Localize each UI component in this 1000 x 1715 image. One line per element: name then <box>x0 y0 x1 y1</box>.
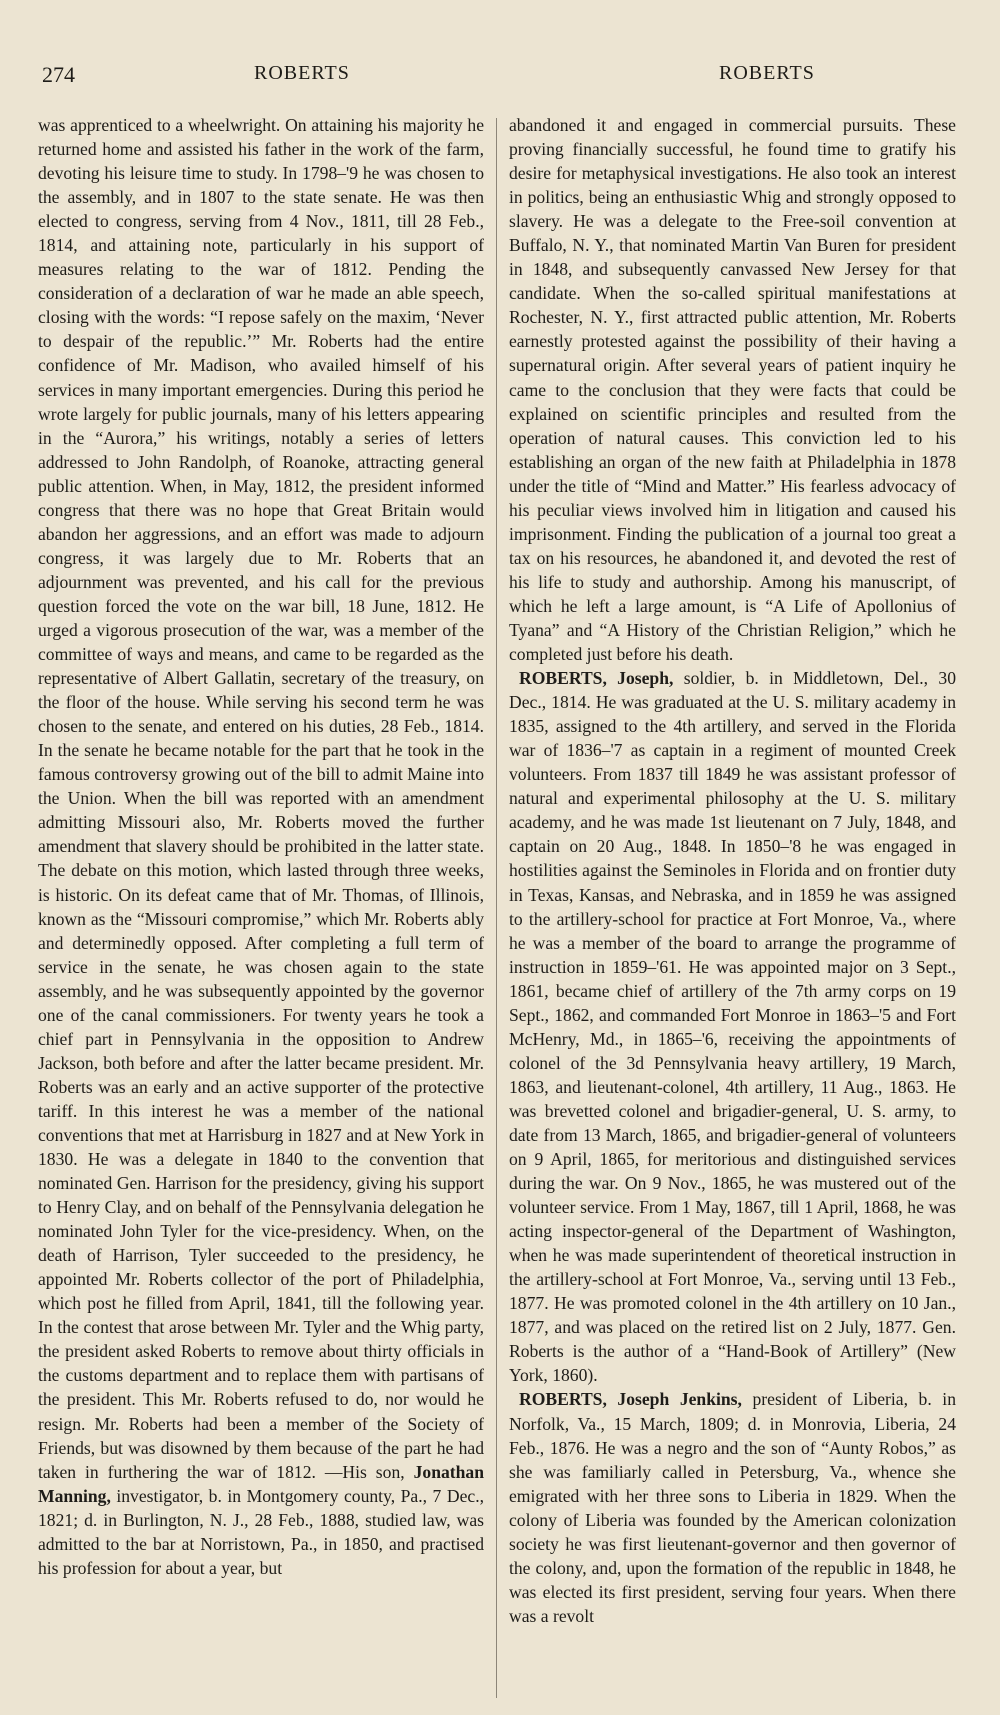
entry-continuation-right: abandoned it and engaged in commercial pursuits. These proving financially successful, he found time to gratify his desire for metaphysical investigations. He also took an interest in politics, being an enthusiastic Whig and strongly opposed to slavery. He was a delegate to the Free-soil convention at Buffalo, N. Y., that nominated Martin Van Buren for president in 1848, and subsequently canvassed New Jersey for that candidate. When the so-called spiritual manifestations at Rochester, N. Y., first attracted public attention, Mr. Roberts earnestly protested against the possibility of their having a supernatural origin. After several years of patient inquiry he came to the conclusion that they were facts that could be explained on scientific principles and resulted from the operation of natural causes. This conviction led to his establishing an organ of the new faith at Philadelphia in 1878 under the title of “Mind and Matter.” His fearless advocacy of his peculiar views involved him in litigation and caused his imprisonment. Finding the publication of a journal too great a tax on his resources, he abandoned it, and devoted the rest of his life to study and authorship. Among his manuscript, of which he left a large amount, is “A Life of Apollonius of Tyana” and “A History of the Christian Religion,” which he completed just before his death. <box>509 115 956 665</box>
running-head-left: ROBERTS <box>254 62 350 84</box>
entry-roberts-joseph <box>509 666 956 1387</box>
entry-text: soldier, b. in Middletown, Del., 30 Dec., 1814. He was graduated at the U. S. military academy in 1835, assigned to the 4th artillery, and served in the Florida war of 1836–'7 as captain in a regiment of mounted Creek volunteers. From 1837 till 1849 he was assistant professor of natural and experimental philosophy at the U. S. military academy, and he was made 1st lieutenant on 7 July, 1848, and captain on 20 Aug., 1848. In 1850–'8 he was engaged in hostilities against the Seminoles in Florida and on frontier duty in Texas, Kansas, and Nebraska, and in 1859 he was assigned to the artillery-school for practice at Fort Monroe, Va., where he was a member of the board to arrange the programme of instruction in 1859–'61. He was appointed major on 3 Sept., 1861, became chief of artillery of the 7th army corps on 19 Sept., 1862, and commanded Fort Monroe in 1863–'5 and Fort McHenry, Md., in 1865–'6, receiving the appointments of colonel of the 3d Pennsylvania heavy artillery, 19 March, 1863, and lieutenant-colonel, 4th artillery, 11 Aug., 1863. He was brevetted colonel and brigadier-general, U. S. army, to date from 13 March, 1865, and brigadier-general of volunteers on 9 April, 1865, for meritorious and distinguished services during the war. On 9 Nov., 1865, he was mustered out of the volunteer service. From 1 May, 1867, till 1 April, 1868, he was acting inspector-general of the Department of Washington, when he was made superintendent of theoretical instruction in the artillery-school at Fort Monroe, Va., serving until 13 Feb., 1877. He was promoted colonel in the 4th artillery on 10 Jan., 1877, and was placed on the retired list on 2 July, 1877. Gen. Roberts is the author of a “Hand-Book of Artillery” (New York, 1860). <box>509 668 956 1386</box>
entry-continuation <box>38 113 484 1580</box>
running-head-right: ROBERTS <box>719 62 815 84</box>
left-column <box>38 113 484 1703</box>
sub-entry-headword: Jonathan Manning, <box>38 1461 484 1506</box>
entry-roberts-joseph-jenkins <box>509 1387 956 1627</box>
page-header <box>36 62 960 92</box>
sub-entry-text: investigator, b. in Montgomery county, Pa., 7 Dec., 1821; d. in Burlington, N. J., 28 Feb., 1888, studied law, was admitted to the bar at Norristown, Pa., in 1850, and practised his profession for about a year, but <box>38 1485 484 1578</box>
page-number: 274 <box>42 62 75 87</box>
roberts-biography-text: was apprenticed to a wheelwright. On attaining his majority he returned home and assisted his father in the work of the farm, devoting his leisure time to study. In 1798–'9 he was chosen to the assembly, and in 1807 to the state senate. He was then elected to congress, serving from 4 Nov., 1811, till 28 Feb., 1814, and attaining note, particularly in his support of measures relating to the war of 1812. Pending the consideration of a declaration of war he made an able speech, closing with the words: “I repose safely on the maxim, ‘Never to despair of the republic.’” Mr. Roberts had the entire confidence of Mr. Madison, who availed himself of his services in many important emergencies. During this period he wrote largely for public journals, many of his letters appearing in the “Aurora,” his writings, notably a series of letters addressed to John Randolph, of Roanoke, attracting general public attention. When, in May, 1812, the president informed congress that there was no hope that Great Britain would abandon her aggressions, and an effort was made to adjourn congress, it was largely due to Mr. Roberts that an adjournment was prevented, and his call for the previous question forced the vote on the war bill, 18 June, 1812. He urged a vigorous prosecution of the war, was a member of the committee of ways and means, and came to be regarded as the representative of Albert Gallatin, secretary of the treasury, on the floor of the house. While serving his second term he was chosen to the senate, and entered on his duties, 28 Feb., 1814. In the senate he became notable for the part that he took in the famous controversy growing out of the bill to admit Maine into the Union. When the bill was reported with an amendment admitting Missouri also, Mr. Roberts moved the further amendment that slavery should be prohibited in the latter state. The debate on this motion, which lasted through three weeks, is historic. On its defeat came that of Mr. Thomas, of Illinois, known as the “Missouri compromise,” which Mr. Roberts ably and determinedly opposed. After completing a full term of service in the senate, he was chosen again to the state assembly, and he was subsequently appointed by the governor one of the canal commissioners. For twenty years he took a chief part in Pennsylvania in the opposition to Andrew Jackson, both before and after the latter became president. Mr. Roberts was an early and an active supporter of the protective tariff. In this interest he was a member of the national conventions that met at Harrisburg in 1827 and at New York in 1830. He was a delegate in 1840 to the convention that nominated Gen. Harrison for the presidency, giving his support to Henry Clay, and on behalf of the Pennsylvania delegation he nominated John Tyler for the vice-presidency. When, on the death of Harrison, Tyler succeeded to the presidency, he appointed Mr. Roberts collector of the port of Philadelphia, which post he filled from April, 1841, till the following year. In the contest that arose between Mr. Tyler and the Whig party, the president asked Roberts to remove about thirty officials in the customs department and to replace them with partisans of the president. This Mr. Roberts refused to do, nor would he resign. Mr. Roberts had been a member of the Society of Friends, but was disowned by them because of the part he had taken in furthering the war of 1812. —His son, <box>38 115 484 1482</box>
entry-headword: ROBERTS, Joseph, <box>519 668 674 689</box>
right-column <box>509 113 956 1703</box>
entry-text: president of Liberia, b. in Norfolk, Va., 15 March, 1809; d. in Monrovia, Liberia, 24 Feb., 1876. He was a negro and the son of “Aunty Robos,” as she was familiarly called in Petersburg, Va., whence she emigrated with her three sons to Liberia in 1829. When the colony of Liberia was founded by the American colonization society he was first lieutenant-governor and then governor of the colony, and, upon the formation of the republic in 1848, he was elected its first president, serving four years. When there was a revolt <box>509 1389 956 1626</box>
column-divider <box>496 118 497 1698</box>
entry-headword: ROBERTS, Joseph Jenkins, <box>519 1389 742 1410</box>
